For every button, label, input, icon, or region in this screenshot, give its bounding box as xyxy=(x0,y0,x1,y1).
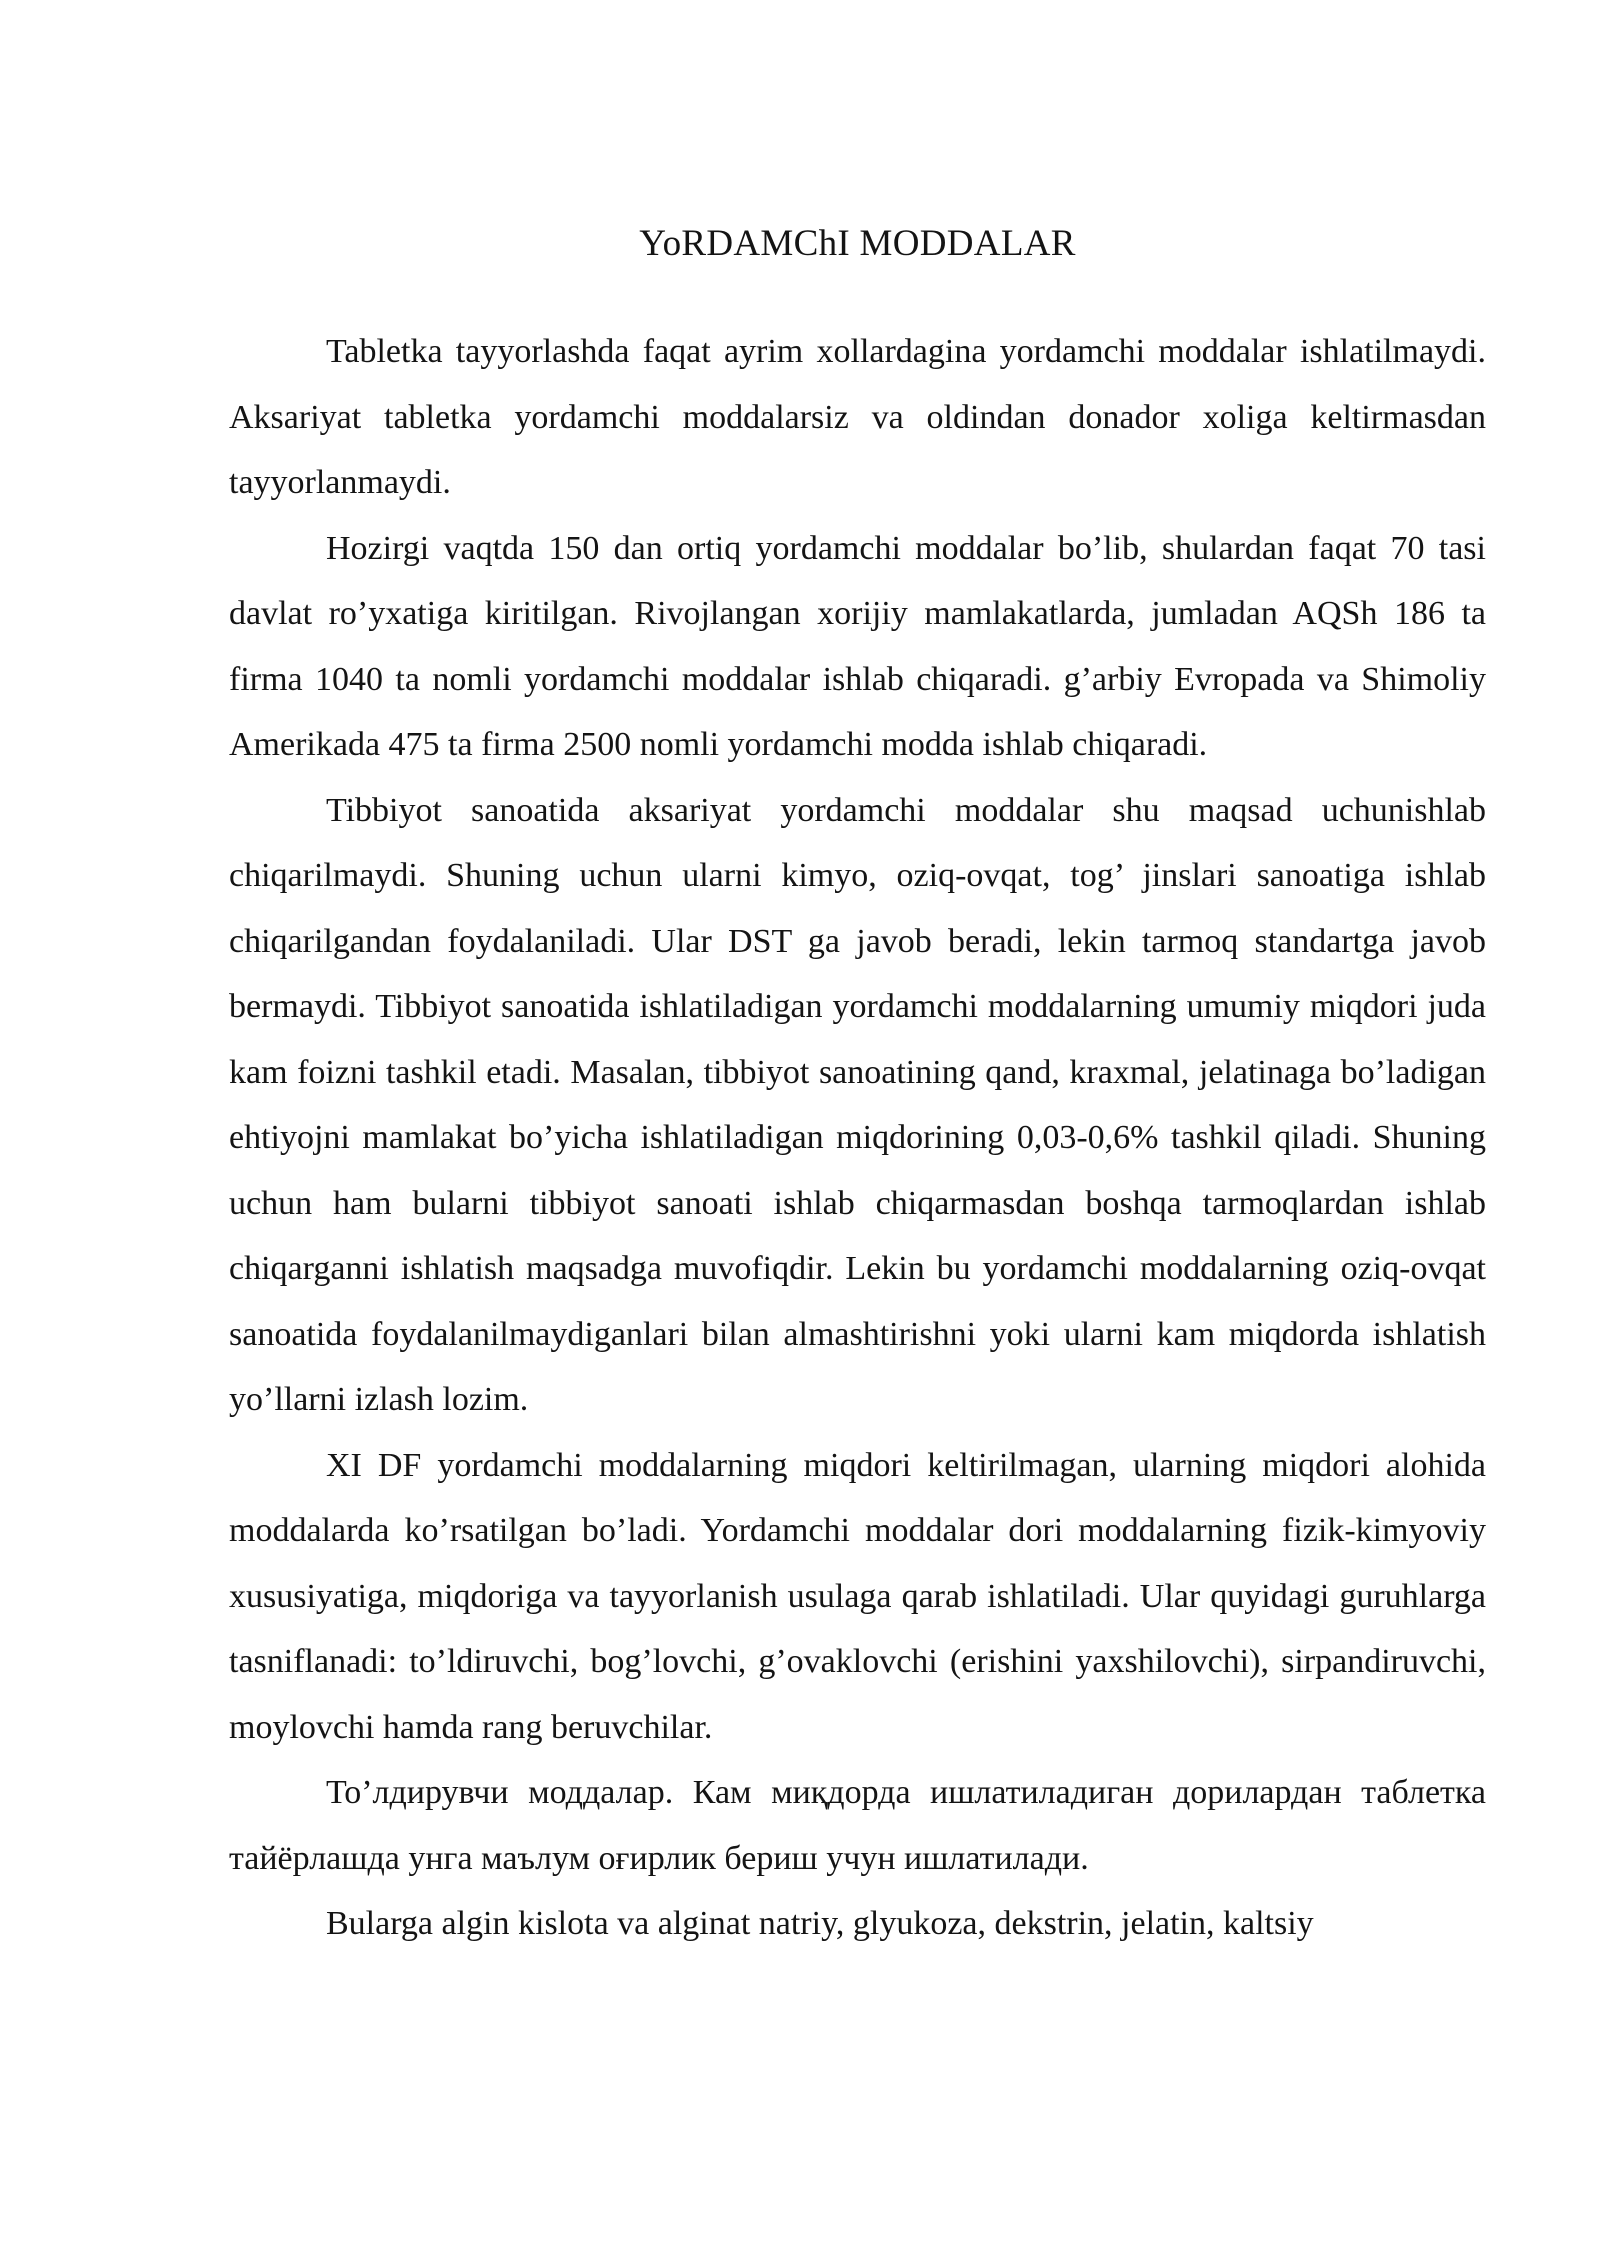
document-page xyxy=(229,224,1486,1957)
document-title: YoRDAMChI MODDALAR xyxy=(639,223,1076,264)
paragraph-1: Tabletka tayyorlashda faqat ayrim xollardagina yordamchi moddalar ishlatilmaydi. Aksariyat tabletka yordamchi moddalarsiz va oldindan donador xoliga keltirmasdan tayyorlanmaydi. xyxy=(229,333,1486,501)
paragraph-3: Tibbiyot sanoatida aksariyat yordamchi moddalar shu maqsad uchunishlab chiqarilmaydi. Shuning uchun ularni kimyo, oziq-ovqat, tog’ jinslari sanoatiga ishlab chiqarilgandan foydalaniladi. Ular DST ga javob beradi, lekin tarmoq standartga javob bermaydi. Tibbiyot sanoatida ishlatiladigan yordamchi moddalarning umumiy miqdori juda kam foizni tashkil etadi. Masalan, tibbiyot sanoatining qand, kraxmal, jelatinaga bo’ladigan ehtiyojni mamlakat bo’yicha ishlatiladigan miqdorining 0,03-0,6% tashkil qiladi. Shuning uchun ham bularni tibbiyot sanoati ishlab chiqarmasdan boshqa tarmoqlardan ishlab chiqarganni ishlatish maqsadga muvofiqdir. Lekin bu yordamchi moddalarning oziq-ovqat sanoatida foydalanilmaydiganlari bilan almashtirishni yoki ularni kam miqdorda ishlatish yo’llarni izlash lozim. xyxy=(229,791,1486,1418)
paragraph-5: То’лдирувчи моддалар. Кам миқдорда ишлатиладиган дорилардан таблетка тайёрлашда унга маълум оғирлик бериш учун ишлатилади. xyxy=(229,1774,1486,1877)
paragraph-2: Hozirgi vaqtda 150 dan ortiq yordamchi moddalar bo’lib, shulardan faqat 70 tasi davlat ro’yxatiga kiritilgan. Rivojlangan xorijiy mamlakatlarda, jumladan AQSh 186 ta firma 1040 ta nomli yordamchi moddalar ishlab chiqaradi. g’arbiy Evropada va Shimoliy Amerikada 475 ta firma 2500 nomli yordamchi modda ishlab chiqaradi. xyxy=(229,529,1486,763)
paragraph-4: XI DF yordamchi moddalarning miqdori keltirilmagan, ularning miqdori alohida moddalarda ko’rsatilgan bo’ladi. Yordamchi moddalar dori moddalarning fizik-kimyoviy xususiyatiga, miqdoriga va tayyorlanish usulaga qarab ishlatiladi. Ular quyidagi guruhlarga tasniflanadi: to’ldiruvchi, bog’lovchi, g’ovaklovchi (erishini yaxshilovchi), sirpandiruvchi, moylovchi hamda rang beruvchilar. xyxy=(229,1446,1486,1746)
paragraph-6: Bularga algin kislota va alginat natriy, glyukoza, dekstrin, jelatin, kaltsiy xyxy=(326,1905,1314,1942)
